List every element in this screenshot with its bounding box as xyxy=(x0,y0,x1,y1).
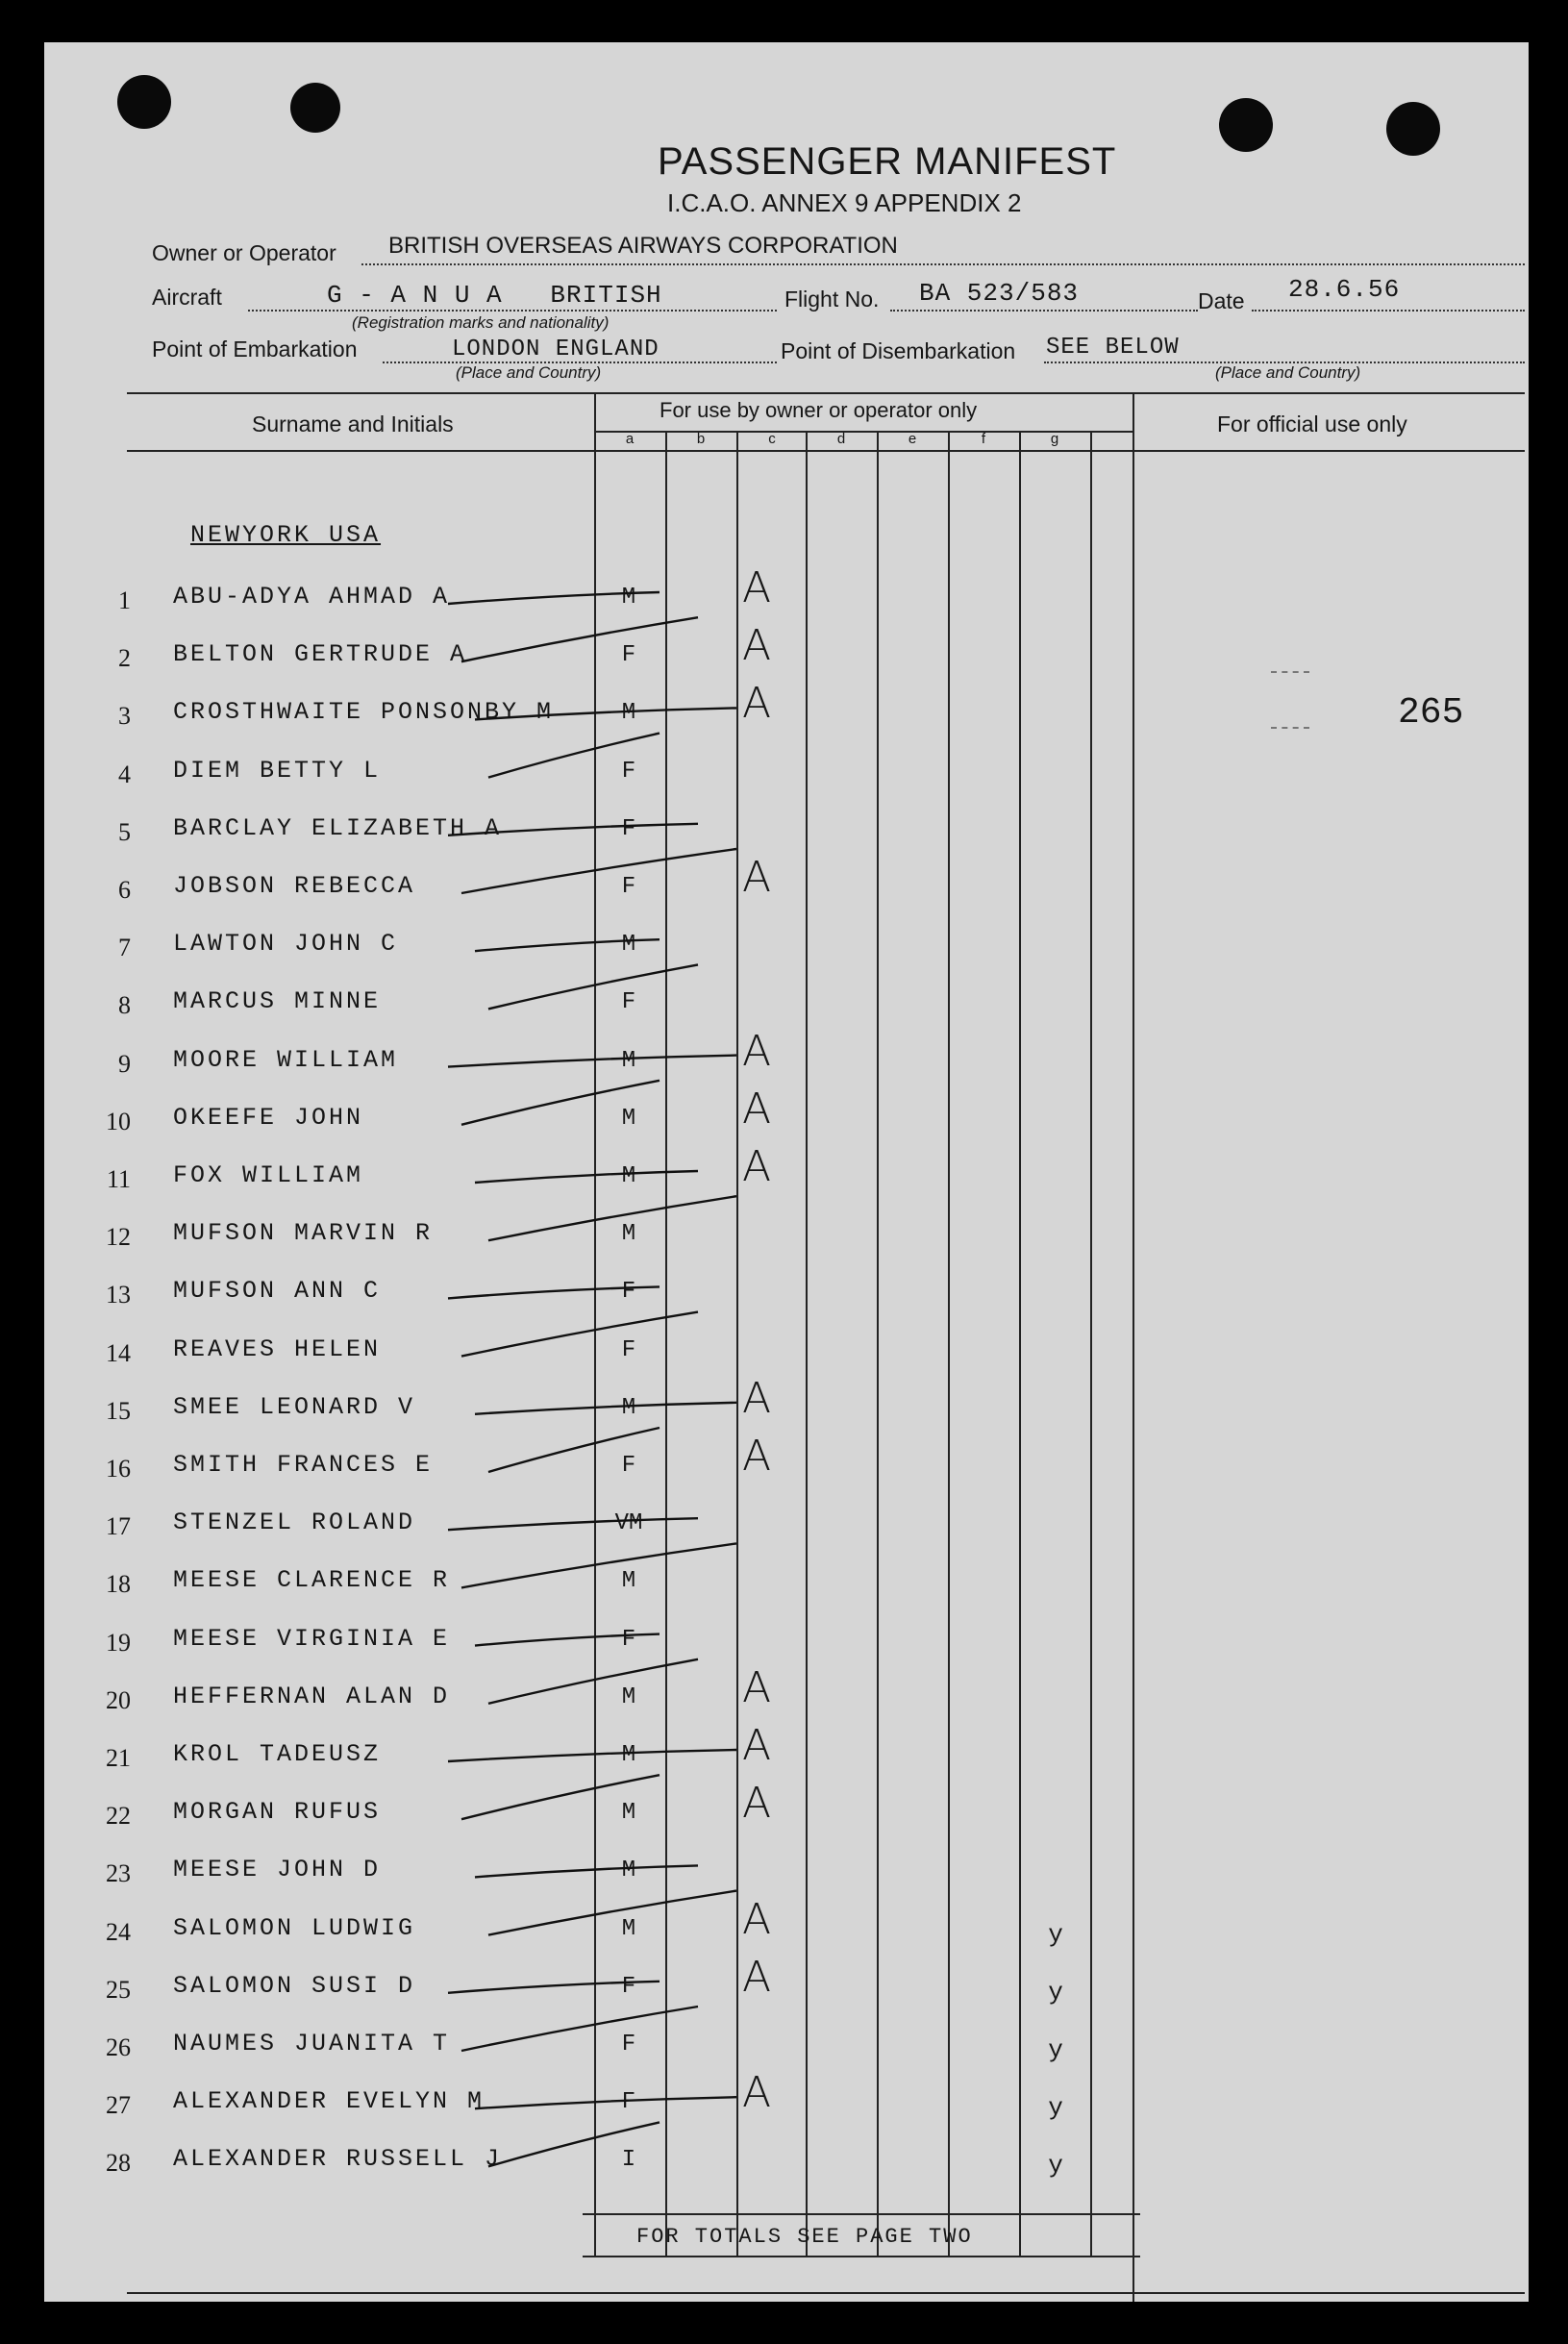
passenger-name: JOBSON REBECCA xyxy=(173,872,416,900)
aircraft-note: (Registration marks and nationality) xyxy=(352,313,610,332)
admission-mark: A xyxy=(742,1721,772,1770)
row-number: 22 xyxy=(106,1802,131,1830)
passenger-sex: M xyxy=(621,1684,636,1710)
destination-heading: NEWYORK USA xyxy=(190,521,382,549)
passenger-name: ALEXANDER EVELYN M xyxy=(173,2087,485,2115)
flight-label: Flight No. xyxy=(784,287,880,312)
tick-stroke xyxy=(475,1634,660,1646)
date-value: 28.6.56 xyxy=(1288,275,1401,304)
passenger-name: ALEXANDER RUSSELL J xyxy=(173,2145,503,2173)
totals-note: FOR TOTALS SEE PAGE TWO xyxy=(636,2225,973,2249)
row-number: 12 xyxy=(106,1223,131,1251)
tick-stroke xyxy=(461,1543,736,1587)
row-number: 23 xyxy=(106,1859,131,1887)
column-header-official: For official use only xyxy=(1217,411,1407,436)
disembarkation-label: Point of Disembarkation xyxy=(781,338,1016,363)
passenger-sex: M xyxy=(621,585,636,611)
aircraft-label: Aircraft xyxy=(152,285,222,310)
tick-stroke xyxy=(448,1750,736,1761)
passenger-sex: F xyxy=(621,2032,636,2057)
admission-mark: A xyxy=(742,679,772,728)
tick-stroke xyxy=(448,1286,660,1298)
column-letter: c xyxy=(768,431,776,447)
column-g-mark: y xyxy=(1048,2035,1063,2064)
admission-mark: A xyxy=(742,2068,772,2117)
row-number: 18 xyxy=(106,1570,131,1598)
passenger-sex: M xyxy=(621,1221,636,1247)
row-number: 3 xyxy=(118,702,131,730)
tick-stroke xyxy=(448,592,660,604)
row-number: 8 xyxy=(118,991,131,1019)
row-number: 13 xyxy=(106,1281,131,1309)
manifest-sheet xyxy=(44,42,1529,2302)
column-header-surname: Surname and Initials xyxy=(252,411,454,436)
row-number: 4 xyxy=(118,761,131,788)
row-number: 11 xyxy=(106,1165,131,1193)
passenger-name: SMITH FRANCES E xyxy=(173,1451,434,1479)
admission-mark: A xyxy=(742,1142,772,1191)
admission-mark: A xyxy=(742,563,772,612)
tick-stroke xyxy=(475,708,736,719)
column-header-owner-use: For use by owner or operator only xyxy=(660,398,978,422)
tick-stroke xyxy=(488,964,698,1009)
passenger-sex: M xyxy=(621,1106,636,1132)
passenger-name: MUFSON ANN C xyxy=(173,1277,382,1305)
row-number: 7 xyxy=(118,934,131,961)
passenger-name: FOX WILLIAM xyxy=(173,1161,364,1189)
passenger-sex: M xyxy=(621,932,636,958)
passenger-name: DIEM BETTY L xyxy=(173,757,382,785)
admission-mark: A xyxy=(742,1027,772,1076)
passenger-name: HEFFERNAN ALAN D xyxy=(173,1683,451,1710)
passenger-name: MOORE WILLIAM xyxy=(173,1046,399,1074)
row-number: 19 xyxy=(106,1629,131,1657)
tick-stroke xyxy=(475,1403,736,1414)
passenger-sex: M xyxy=(621,1568,636,1594)
passenger-name: BARCLAY ELIZABETH A xyxy=(173,814,503,842)
admission-mark: A xyxy=(742,853,772,902)
passenger-sex: F xyxy=(621,759,636,785)
tick-stroke xyxy=(461,1312,698,1357)
passenger-name: MUFSON MARVIN R xyxy=(173,1219,434,1247)
column-g-mark: y xyxy=(1048,2093,1063,2122)
passenger-name: OKEEFE JOHN xyxy=(173,1104,364,1132)
tick-stroke xyxy=(475,1171,698,1183)
passenger-sex: F xyxy=(621,2089,636,2115)
tick-stroke xyxy=(461,849,736,893)
row-number: 9 xyxy=(118,1050,131,1078)
row-number: 10 xyxy=(106,1108,131,1135)
tick-stroke xyxy=(488,1659,698,1704)
flight-value: BA 523/583 xyxy=(919,279,1080,308)
embarkation-label: Point of Embarkation xyxy=(152,337,358,362)
column-g-mark: y xyxy=(1048,1978,1063,2007)
row-number: 21 xyxy=(106,1744,131,1772)
tick-stroke xyxy=(488,1428,660,1472)
admission-mark: A xyxy=(742,621,772,670)
passenger-name: CROSTHWAITE PONSONBY M xyxy=(173,698,555,726)
passenger-name: STENZEL ROLAND xyxy=(173,1509,416,1536)
page-title: PASSENGER MANIFEST xyxy=(658,140,1117,183)
disembarkation-value: SEE BELOW xyxy=(1046,335,1180,361)
passenger-name: BELTON GERTRUDE A xyxy=(173,640,468,668)
row-number: 17 xyxy=(106,1512,131,1540)
row-number: 24 xyxy=(106,1918,131,1946)
passenger-sex: M xyxy=(621,1742,636,1768)
owner-value: BRITISH OVERSEAS AIRWAYS CORPORATION xyxy=(388,233,898,259)
admission-mark: A xyxy=(742,1895,772,1944)
passenger-name: ABU-ADYA AHMAD A xyxy=(173,583,451,611)
passenger-name: MEESE VIRGINIA E xyxy=(173,1625,451,1653)
admission-mark: A xyxy=(742,1663,772,1712)
passenger-name: NAUMES JUANITA T xyxy=(173,2030,451,2057)
tick-stroke xyxy=(448,1982,660,1993)
aircraft-value: G - A N U A BRITISH xyxy=(327,281,662,310)
column-g-mark: y xyxy=(1048,1920,1063,1949)
row-number: 5 xyxy=(118,818,131,846)
passenger-sex: VM xyxy=(614,1510,643,1536)
tick-stroke xyxy=(461,1775,660,1819)
passenger-sex: I xyxy=(621,2147,636,2173)
passenger-sex: M xyxy=(621,1395,636,1421)
passenger-sex: F xyxy=(621,874,636,900)
passenger-sex: F xyxy=(621,989,636,1015)
passenger-name: MORGAN RUFUS xyxy=(173,1798,382,1826)
row-number: 28 xyxy=(106,2149,131,2177)
admission-mark: A xyxy=(742,1779,772,1828)
row-number: 15 xyxy=(106,1397,131,1425)
row-number: 27 xyxy=(106,2091,131,2119)
admission-mark: A xyxy=(742,1085,772,1134)
passenger-name: SALOMON LUDWIG xyxy=(173,1914,416,1942)
embarkation-value: LONDON ENGLAND xyxy=(452,337,660,362)
tick-stroke xyxy=(461,1081,660,1125)
passenger-sex: M xyxy=(621,1916,636,1942)
passenger-sex: F xyxy=(621,1279,636,1305)
passenger-sex: M xyxy=(621,1163,636,1189)
date-label: Date xyxy=(1198,288,1245,313)
column-g-mark: y xyxy=(1048,2151,1063,2180)
tick-stroke xyxy=(488,734,660,778)
passenger-sex: M xyxy=(621,1800,636,1826)
owner-label: Owner or Operator xyxy=(152,240,336,265)
row-number: 20 xyxy=(106,1686,131,1714)
passenger-sex: F xyxy=(621,1627,636,1653)
official-reference-number: 265 xyxy=(1398,692,1464,734)
page-subtitle: I.C.A.O. ANNEX 9 APPENDIX 2 xyxy=(667,188,1022,217)
tick-stroke xyxy=(475,939,660,951)
passenger-sex: M xyxy=(621,1858,636,1883)
passenger-sex: F xyxy=(621,816,636,842)
handwritten-tick-lines xyxy=(44,42,1529,2302)
tick-stroke xyxy=(461,617,698,661)
row-number: 6 xyxy=(118,876,131,904)
passenger-name: MEESE CLARENCE R xyxy=(173,1566,451,1594)
tick-stroke xyxy=(448,824,698,835)
embarkation-note: (Place and Country) xyxy=(456,363,602,382)
tick-stroke xyxy=(475,1865,698,1877)
column-letter: d xyxy=(836,431,846,447)
passenger-sex: F xyxy=(621,1337,636,1363)
column-letter: a xyxy=(625,431,635,447)
row-number: 25 xyxy=(106,1976,131,2004)
row-number: 16 xyxy=(106,1455,131,1483)
admission-mark: A xyxy=(742,1953,772,2002)
tick-stroke xyxy=(461,2007,698,2051)
row-number: 2 xyxy=(118,644,131,672)
passenger-name: MARCUS MINNE xyxy=(173,987,382,1015)
passenger-sex: M xyxy=(621,1048,636,1074)
column-letter: b xyxy=(696,431,706,447)
column-letter: f xyxy=(981,431,986,447)
tick-stroke xyxy=(448,1056,736,1067)
passenger-name: KROL TADEUSZ xyxy=(173,1740,382,1768)
row-number: 1 xyxy=(118,586,131,614)
tick-stroke xyxy=(448,1518,698,1530)
disembarkation-note: (Place and Country) xyxy=(1215,363,1361,382)
admission-mark: A xyxy=(742,1374,772,1423)
tick-stroke xyxy=(488,1891,736,1935)
passenger-name: LAWTON JOHN C xyxy=(173,930,399,958)
passenger-sex: F xyxy=(621,1974,636,2000)
tick-stroke xyxy=(475,2097,736,2108)
passenger-name: REAVES HELEN xyxy=(173,1335,382,1363)
passenger-sex: M xyxy=(621,700,636,726)
admission-mark: A xyxy=(742,1432,772,1481)
passenger-sex: F xyxy=(621,1453,636,1479)
passenger-name: SMEE LEONARD V xyxy=(173,1393,416,1421)
column-letter: e xyxy=(908,431,917,447)
passenger-name: SALOMON SUSI D xyxy=(173,1972,416,2000)
passenger-sex: F xyxy=(621,642,636,668)
passenger-name: MEESE JOHN D xyxy=(173,1856,382,1883)
row-number: 26 xyxy=(106,2033,131,2061)
tick-stroke xyxy=(488,2122,660,2166)
column-letter: g xyxy=(1050,431,1059,447)
row-number: 14 xyxy=(106,1339,131,1367)
tick-stroke xyxy=(488,1196,736,1240)
